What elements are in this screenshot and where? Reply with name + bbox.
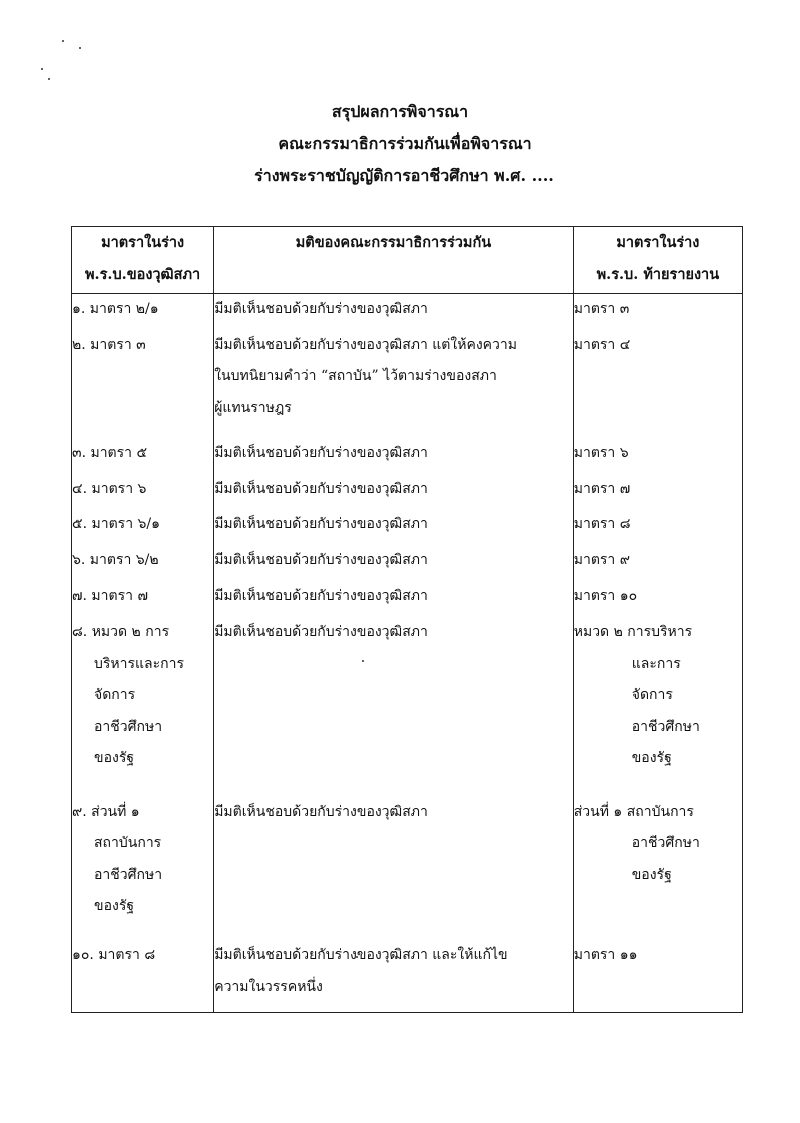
cell-text: สถาบันการ	[94, 835, 162, 852]
scan-speck	[41, 68, 43, 70]
table-row	[72, 509, 743, 545]
senate-section-cell	[72, 940, 214, 1012]
cell-text: ๓. มาตรา ๕	[72, 444, 148, 461]
cell-text: มีมติเห็นชอบด้วยกับร่างของวุฒิสภา	[214, 516, 428, 533]
report-section-cell	[573, 617, 742, 796]
senate-section-cell	[72, 509, 214, 545]
scan-speck	[62, 40, 64, 42]
cell-text: ในบทนิยามคำว่า “สถาบัน” ไว้ตามร่างของสภา	[214, 368, 497, 385]
cell-text: อาชีวศึกษา	[631, 835, 700, 852]
header-text: มติของคณะกรรมาธิการร่วมกัน	[295, 234, 492, 251]
cell-text: มีมติเห็นชอบด้วยกับร่างของวุฒิสภา และให้แก้ไข	[214, 947, 508, 964]
cell-text: มีมติเห็นชอบด้วยกับร่างของวุฒิสภา แต่ให้คงความ	[214, 336, 517, 353]
resolution-cell	[214, 940, 574, 1012]
title-line-3: ร่างพระราชบัญญัติการอาชีวศึกษา พ.ศ. ....	[254, 166, 554, 185]
resolution-cell	[214, 581, 574, 617]
cell-text: มาตรา ๗	[573, 480, 631, 497]
resolution-cell	[214, 474, 574, 510]
title-line-2: คณะกรรมาธิการร่วมกันเพื่อพิจารณา	[278, 134, 532, 153]
report-section-cell	[573, 330, 742, 438]
cell-text: อาชีวศึกษา	[631, 718, 700, 735]
senate-section-cell	[72, 545, 214, 581]
cell-text: มาตรา ๓	[573, 301, 630, 317]
cell-text: มาตรา ๙	[573, 552, 631, 569]
report-section-cell	[573, 474, 742, 510]
cell-text: จัดการ	[94, 687, 136, 704]
senate-section-cell	[72, 474, 214, 510]
comparison-table	[71, 226, 743, 1013]
table-row	[72, 545, 743, 581]
senate-section-cell	[72, 330, 214, 438]
cell-text: ๘. หมวด ๒ การ	[72, 624, 170, 641]
cell-text: ๗. มาตรา ๗	[72, 588, 148, 605]
cell-text: ๔. มาตรา ๖	[72, 480, 147, 497]
senate-section-cell	[72, 294, 214, 330]
title-line-1: สรุปผลการพิจารณา	[331, 102, 469, 121]
senate-section-cell	[72, 438, 214, 474]
report-section-cell	[573, 545, 742, 581]
cell-text: มีมติเห็นชอบด้วยกับร่างของวุฒิสภา	[214, 588, 428, 605]
header-report-section	[573, 227, 742, 294]
table-row	[72, 617, 743, 796]
cell-text: ๒. มาตรา ๓	[72, 336, 146, 353]
table-row	[72, 330, 743, 438]
cell-text: ๖. มาตรา ๖/๒	[72, 552, 159, 569]
header-text: มาตราในร่าง	[616, 234, 700, 251]
cell-text: ๑. มาตรา ๒/๑	[72, 301, 159, 317]
table-row	[72, 940, 743, 1012]
report-section-cell	[573, 509, 742, 545]
header-senate-section	[72, 227, 214, 294]
cell-text: มีมติเห็นชอบด้วยกับร่างของวุฒิสภา	[214, 444, 428, 461]
resolution-cell	[214, 545, 574, 581]
resolution-cell	[214, 509, 574, 545]
cell-text: ของรัฐ	[94, 750, 135, 767]
table-row	[72, 581, 743, 617]
cell-text: ของรัฐ	[631, 750, 672, 767]
header-text: พ.ร.บ.ของวุฒิสภา	[85, 266, 201, 283]
report-section-cell	[573, 797, 742, 941]
cell-text: ของรัฐ	[631, 866, 672, 883]
report-section-cell	[573, 581, 742, 617]
cell-text: มีมติเห็นชอบด้วยกับร่างของวุฒิสภา	[214, 552, 428, 569]
senate-section-cell	[72, 617, 214, 796]
resolution-cell	[214, 438, 574, 474]
table-row	[72, 294, 743, 330]
cell-text: และการ	[631, 655, 681, 672]
table-header-row	[72, 227, 743, 294]
cell-text: มาตรา ๘	[573, 516, 631, 533]
document-title-block	[0, 96, 800, 192]
cell-text: ส่วนที่ ๑ สถาบันการ	[573, 803, 694, 820]
header-text: พ.ร.บ. ท้ายรายงาน	[596, 266, 720, 283]
scan-speck	[79, 47, 81, 49]
cell-text: อาชีวศึกษา	[94, 718, 163, 735]
cell-text: มาตรา ๑๐	[573, 588, 638, 605]
senate-section-cell	[72, 581, 214, 617]
resolution-cell	[214, 617, 574, 796]
report-section-cell	[573, 940, 742, 1012]
resolution-cell	[214, 797, 574, 941]
header-text: มาตราในร่าง	[101, 234, 185, 251]
cell-text: มาตรา ๖	[573, 444, 629, 461]
cell-text: มาตรา ๑๑	[573, 947, 638, 964]
cell-text: ผู้แทนราษฎร	[214, 399, 292, 416]
cell-text: มาตรา ๔	[573, 336, 631, 353]
senate-section-cell	[72, 797, 214, 941]
table-row	[72, 438, 743, 474]
cell-text: ๑๐. มาตรา ๘	[72, 947, 156, 964]
cell-text: หมวด ๒ การบริหาร	[573, 624, 693, 641]
cell-text: มีมติเห็นชอบด้วยกับร่างของวุฒิสภา	[214, 803, 428, 820]
cell-text: มีมติเห็นชอบด้วยกับร่างของวุฒิสภา	[214, 301, 428, 317]
report-section-cell	[573, 294, 742, 330]
cell-text: มีมติเห็นชอบด้วยกับร่างของวุฒิสภา	[214, 480, 428, 497]
table-row	[72, 797, 743, 941]
report-section-cell	[573, 438, 742, 474]
cell-text: ๙. ส่วนที่ ๑	[72, 803, 140, 820]
cell-text: อาชีวศึกษา	[94, 866, 163, 883]
resolution-cell	[214, 294, 574, 330]
resolution-cell	[214, 330, 574, 438]
cell-text: ของรัฐ	[94, 898, 135, 915]
cell-text: จัดการ	[631, 687, 673, 704]
cell-text: ๕. มาตรา ๖/๑	[72, 516, 160, 533]
cell-text: มีมติเห็นชอบด้วยกับร่างของวุฒิสภา	[214, 624, 428, 641]
table-row	[72, 474, 743, 510]
cell-text: ความในวรรคหนึ่ง	[214, 978, 323, 995]
cell-text: บริหารและการ	[94, 655, 184, 672]
header-resolution	[214, 227, 574, 294]
scan-speck	[48, 78, 50, 80]
